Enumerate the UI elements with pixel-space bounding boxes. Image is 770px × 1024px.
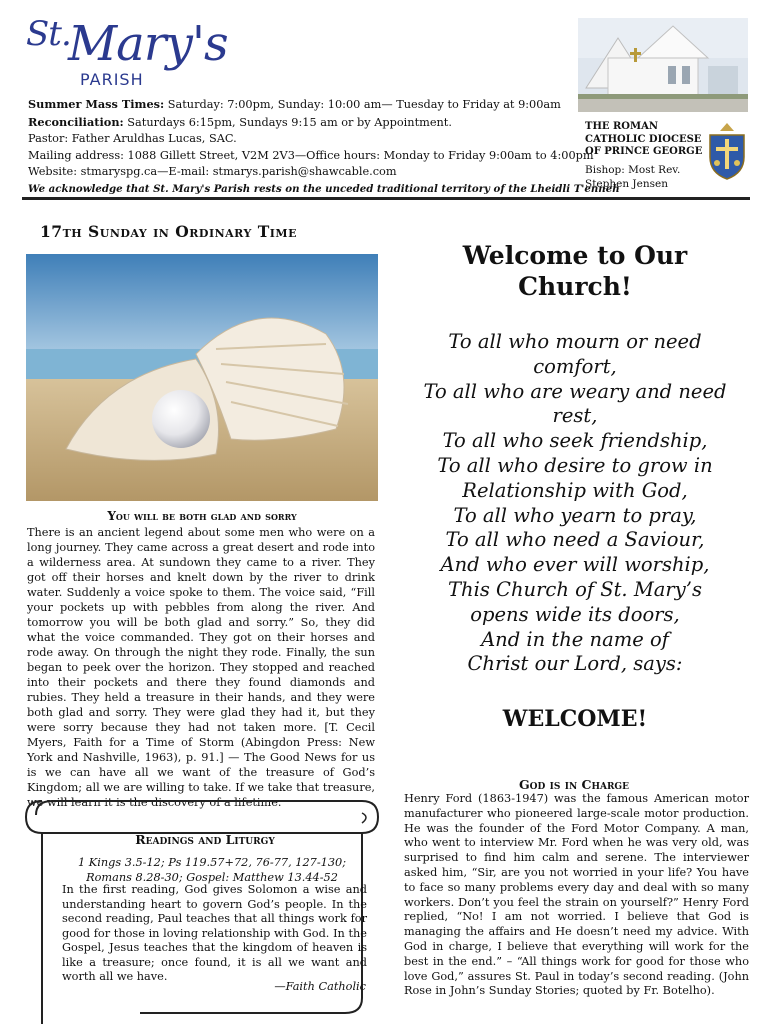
glad-sorry-title: You will be both glad and sorry [107,509,297,523]
poem-line: This Church of St. Mary’s [448,577,702,601]
faith-catholic-credit: —Faith Catholic [274,980,366,993]
diocese-line-3: OF PRINCE GEORGE [585,146,703,157]
mass-times-label: Summer Mass Times: [28,97,165,111]
parish-info [28,96,620,197]
diocese-line-2: CATHOLIC DIOCESE [585,133,702,145]
poem-line: To all who are weary and need [423,379,727,403]
reconciliation-text: Saturdays 6:15pm, Sundays 9:15 am or by Appointment. [123,115,452,129]
diocese-line-1: THE ROMAN [585,121,658,132]
pearl-shell-image [26,254,378,501]
header-divider [22,197,750,200]
poem-line: comfort, [533,354,617,378]
reconciliation-label: Reconciliation: [28,114,124,129]
mass-times [28,96,588,114]
poem-line: And who ever will worship, [440,553,710,577]
welcome-title-line-2: Church! [518,272,632,301]
church-photo [578,18,748,112]
readings-title: Readings and Liturgy [135,832,275,847]
logo-marys: Mary's [68,16,228,72]
poem-line: To all who desire to grow in [437,453,713,477]
readings-ref-line-2: Romans 8.28-30; Gospel: Matthew 13.44-52 [86,870,338,884]
readings-text: In the first reading, God gives Solomon a wise and understanding heart to govern God’s people. In the second reading, Paul teaches that all things work for good for those in loving relationship with God. In the Gospel, Jesus teaches that the kingdom of heaven is like a treasure; once found, it is all we want and worth all we have. [62,883,367,983]
god-in-charge-text: Henry Ford (1863-1947) was the famous American motor manufacturer who pioneered large-scale motor production. He was the founder of the Ford Motor Company. A man, who went to interview Mr. Ford when he was very old, was surprised to find him calm and serene. The interviewer asked him, “Sir, are you not worried in your life? You have to face so many problems every day and deal with so many workers. Don’t you feel the strain on yourself?” Henry Ford replied, “No! I am not worried. I believe that God is managing the affairs and He doesn’t need my advice. With God in charge, I believe that everything will work for the best in the end.” – “All things work for good for those who love God,” assures St. Paul in today’s second reading. (John Rose in John’s Sunday Stories; quoted by Fr. Botelho). [404,792,749,998]
poem-line: To all who seek friendship, [442,429,708,453]
land-acknowledgement: We acknowledge that St. Mary's Parish rests on the unceded traditional territory of the Lheidli T'enneh [28,182,620,195]
welcome-title-line-1: Welcome to Our [462,241,688,270]
poem-line: To all who mourn or need [448,330,702,353]
bishop-line-1: Bishop: Most Rev. [585,164,681,176]
glad-sorry-text: There is an ancient legend about some men who were on a long journey. They came across a great desert and rode into a wilderness area. At sundown they came to a river. They got off their horses and knelt down by the river to drink water. Suddenly a voice spoke to them. The voice said, “Fill your pockets up with pebbles from along the river. And tomorrow you will be both glad and sorry.” So, they did what the voice commanded. They got on their horses and rode away. On through the night they rode. Finally, the sun began to peek over the horizon. They stopped and reached into their pockets and there they found diamonds and rubies. They held a treasure in their hands, and they were both glad and sorry. They were glad they had it, but they were sorry because they had not taken more. [T. Cecil Myers, Faith for a Time of Storm (Abingdon Press: New York and Nashville, 1963), p. 91.] — The Good News for us is we can have all we want of the treasure of God’s Kingdom; all we are willing to take. If we take that treasure, we will learn it is the discovery of a lifetime. [27,526,375,809]
readings-references [62,856,362,885]
welcome-poem [410,330,740,677]
welcome-banner: WELCOME! [502,706,648,732]
website-email: Website: stmaryspg.ca—E-mail: stmarys.parish@shawcable.com [28,165,397,178]
welcome-title [420,240,730,302]
poem-line: To all who need a Saviour, [445,528,705,552]
reconciliation [28,114,588,132]
poem-line: opens wide its doors, [470,602,680,626]
poem-line: And in the name of [481,627,669,651]
poem-line: Relationship with God, [462,478,688,502]
readings-ref-line-1: 1 Kings 3.5-12; Ps 119.57+72, 76-77, 127-130; [77,856,346,869]
poem-line: rest, [552,404,598,428]
poem-line: To all who yearn to pray, [453,503,697,527]
logo-parish: PARISH [80,70,144,89]
mass-times-text: Saturday: 7:00pm, Sunday: 10:00 am— Tuesday to Friday at 9:00am [164,98,561,111]
mailing-address: Mailing address: 1088 Gillett Street, V2M 2V3—Office hours: Monday to Friday 9:00am to 4:00pm [28,148,594,162]
sunday-title: 17th Sunday in Ordinary Time [40,222,297,241]
pastor: Pastor: Father Aruldhas Lucas, SAC. [28,132,237,145]
parish-logo [24,10,228,92]
diocese-crest-icon [704,121,750,181]
poem-line: Christ our Lord, says: [467,652,683,676]
bishop [585,163,705,191]
logo-st: St. [26,14,71,54]
bishop-line-2: Stephen Jensen [585,178,668,190]
god-in-charge-title: God is in Charge [519,777,629,792]
diocese-name [585,121,705,159]
